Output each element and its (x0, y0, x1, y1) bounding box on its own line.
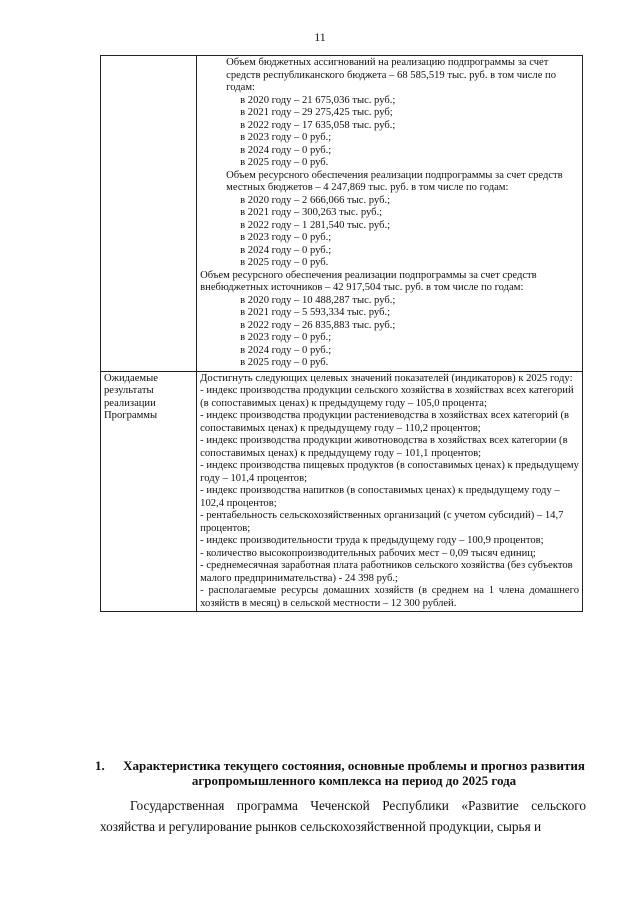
republic-funding-title: Объем бюджетных ассигнований на реализацию подпрограммы за счет средств республиканского бюджета – 68 585,519 тыс. руб. в том числе по годам: (226, 57, 557, 93)
results-cell (197, 371, 583, 612)
results-label-line: Программы (104, 410, 158, 421)
extra-funding-title: Объем ресурсного обеспечения реализации подпрограммы за счет средств внебюджетных источников – 42 917,504 тыс. руб. в том числе по годам: (200, 269, 537, 293)
program-passport-table (100, 55, 583, 612)
list-item: в 2021 году – 29 275,425 тыс. руб; (240, 107, 393, 118)
table-row (101, 371, 583, 612)
list-item: - индекс производства напитков (в сопоставимых ценах) к предыдущему году – 102,4 процентов; (200, 485, 560, 509)
section-number: 1. (95, 758, 105, 773)
list-item: в 2024 году – 0 руб.; (240, 344, 332, 356)
body-paragraph: Государственная программа Чеченской Республики «Развитие сельского хозяйства и регулирование рынков сельскохозяйственной продукции, сырья и (100, 798, 586, 834)
section-heading (95, 758, 595, 788)
list-item: - индекс производства продукции животноводства в хозяйствах всех категории (в сопоставимых ценах) к предыдущему году – 101,1 процентов; (200, 435, 568, 459)
list-item: в 2025 году – 0 руб. (240, 357, 329, 368)
empty-label-cell (101, 56, 197, 372)
list-item: - рентабельность сельскохозяйственных организаций (с учетом субсидий) – 14,7 процентов; (200, 510, 564, 534)
page-number: 11 (314, 30, 326, 44)
list-item: в 2025 году – 0 руб. (240, 257, 329, 268)
list-item: в 2022 году – 26 835,883 тыс. руб.; (240, 319, 396, 331)
list-item: в 2021 году – 300,263 тыс. руб.; (240, 207, 383, 218)
list-item: в 2022 году – 17 635,058 тыс. руб.; (240, 119, 396, 131)
local-funding-title: Объем ресурсного обеспечения реализации подпрограммы за счет средств местных бюджетов – 4 247,869 тыс. руб. в том числе по годам: (226, 169, 563, 193)
list-item: - индекс производительности труда к предыдущему году – 100,9 процентов; (200, 535, 544, 546)
list-item: в 2023 году – 0 руб.; (240, 132, 332, 143)
list-item: - индекс производства продукции сельского хозяйства в хозяйствах всех категорий (в сопоставимых ценах) к предыдущему году – 105,0 процента; (200, 385, 574, 409)
list-item: в 2021 году – 5 593,334 тыс. руб.; (240, 307, 391, 318)
results-intro: Достигнуть следующих целевых значений показателей (индикаторов) к 2025 году: (200, 372, 573, 384)
list-item: - индекс производства продукции растениеводства в хозяйствах всех категорий (в сопоставимых ценах) к предыдущему году – 110,2 процентов; (200, 410, 569, 434)
list-item: в 2022 году – 1 281,540 тыс. руб.; (240, 219, 391, 231)
list-item: в 2020 году – 2 666,066 тыс. руб.; (240, 194, 391, 206)
list-item: - количество высокопроизводительных рабочих мест – 0,09 тысяч единиц; (200, 547, 536, 559)
results-label-line: реализации (104, 397, 156, 409)
list-item: - индекс производства пищевых продуктов (в сопоставимых ценах) к предыдущему году – 101,4 процентов; (200, 460, 579, 484)
results-label-line: результаты (104, 385, 154, 396)
list-item: в 2024 году – 0 руб.; (240, 244, 332, 256)
list-item: в 2020 году – 21 675,036 тыс. руб.; (240, 94, 396, 106)
results-label-line: Ожидаемые (104, 372, 158, 384)
list-item: - располагаемые ресурсы домашних хозяйств (в среднем на 1 члена домашнего хозяйств в месяц) в сельской местности – 12 300 рублей. (200, 585, 579, 609)
list-item: в 2020 году – 10 488,287 тыс. руб.; (240, 294, 396, 306)
list-item: в 2025 году – 0 руб. (240, 157, 329, 168)
list-item: в 2024 году – 0 руб.; (240, 144, 332, 156)
table-row (101, 56, 583, 372)
section-title: Характеристика текущего состояния, основные проблемы и прогноз развития агропромышленного комплекса на период до 2025 года (123, 758, 585, 788)
results-label-cell (101, 371, 197, 612)
list-item: в 2023 году – 0 руб.; (240, 332, 332, 343)
funding-cell (197, 56, 583, 372)
list-item: в 2023 году – 0 руб.; (240, 232, 332, 243)
list-item: - среднемесячная заработная плата работников сельского хозяйства (без субъектов малого предпринимательства) - 24 398 руб.; (200, 560, 573, 584)
